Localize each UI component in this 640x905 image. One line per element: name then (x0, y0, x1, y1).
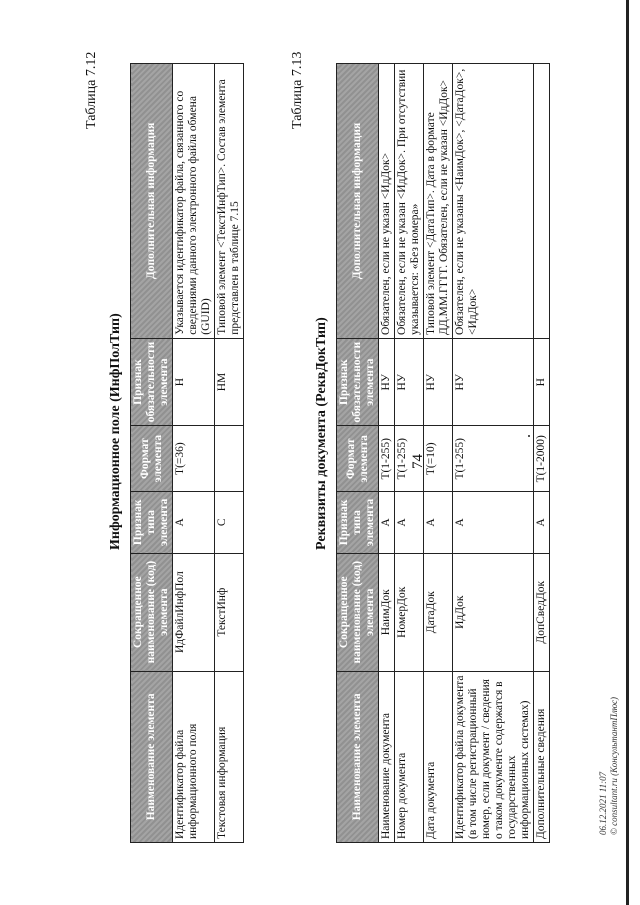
cell-info (534, 64, 550, 339)
page-edge-rule (626, 0, 629, 905)
cell-info: Обязателен, если не указаны <НаимДок>, <ДатаДок>, <ИдДок> (453, 64, 534, 339)
table2-header: Формат элемента (337, 426, 379, 492)
cell-type: С (215, 491, 244, 553)
cell-info: Обязателен, если не указан <ИдДок> (379, 64, 395, 339)
table-row (215, 64, 244, 843)
cell-code: ИдДок (453, 553, 534, 671)
table1-title: Информационное поле (ИнфПолТип) (108, 313, 123, 550)
cell-format (215, 426, 244, 492)
cell-format: T(1-255) (395, 426, 424, 492)
cell-required: НМ (215, 338, 244, 426)
side-note-line: © consultant.ru (КонсультантПлюс) (609, 697, 619, 835)
cell-name: Идентификатор файла документа (в том числе регистрационный номер, если документ / сведения о таком документе содержатся в государственных информационных системах) (453, 671, 534, 842)
cell-required: НУ (395, 338, 424, 426)
table-row (173, 64, 215, 843)
table1 (130, 63, 244, 843)
cell-format: T(=36) (173, 426, 215, 492)
cell-required: НУ (379, 338, 395, 426)
cell-code: ТекстИнф (215, 553, 244, 671)
cell-required: Н (534, 338, 550, 426)
cell-name: Дополнительные сведения (534, 671, 550, 842)
side-note-line: 06.12.2021 11:07 (598, 771, 608, 835)
cell-name: Идентификатор файла информационного поля (173, 671, 215, 842)
cell-info: Типовой элемент <ТекстИнфТип>. Состав элемента представлен в таблице 7.15 (215, 64, 244, 339)
table1-label: Таблица 7.12 (84, 51, 99, 129)
table-row (424, 64, 453, 843)
side-note (598, 697, 620, 835)
cell-name: Текстовая информация (215, 671, 244, 842)
table-row (395, 64, 424, 843)
cell-code: ДатаДок (424, 553, 453, 671)
table2-header: Сокращенное наименование (код) элемента (337, 553, 379, 671)
table1-header: Дополнительная информация (131, 64, 173, 339)
cell-name: Наименование документа (379, 671, 395, 842)
cell-type: А (379, 492, 395, 554)
cell-code: НомерДок (395, 553, 424, 671)
cell-type: А (395, 492, 424, 554)
cell-code: ДопСведДок (534, 553, 550, 671)
table2-header: Дополнительная информация (337, 64, 379, 339)
cell-required: Н (173, 338, 215, 426)
table2-title: Реквизиты документа (РеквДокТип) (314, 317, 329, 550)
cell-name: Номер документа (395, 671, 424, 842)
table-row (379, 64, 395, 843)
table1-header: Формат элемента (131, 426, 173, 492)
table1-header: Признак обязательности элемента (131, 338, 173, 426)
cell-name: Дата документа (424, 671, 453, 842)
cell-type: А (173, 491, 215, 553)
cell-required: НУ (424, 338, 453, 426)
table-row (453, 64, 534, 843)
table1-header: Сокращенное наименование (код) элемента (131, 553, 173, 671)
table1-header: Признак типа элемента (131, 491, 173, 553)
table-row (534, 64, 550, 843)
table2 (336, 63, 550, 843)
table2-label: Таблица 7.13 (290, 51, 305, 129)
cell-code: НаимДок (379, 553, 395, 671)
cell-type: А (424, 492, 453, 554)
cell-format: T(1-255) (379, 426, 395, 492)
table2-header: Признак типа элемента (337, 492, 379, 554)
cell-type: А (534, 492, 550, 554)
table2-header-row (337, 64, 379, 843)
table2-header: Признак обязательности элемента (337, 338, 379, 426)
cell-required: НУ (453, 338, 534, 426)
page-number: 74 (410, 454, 426, 469)
cell-info: Типовой элемент <ДатаТип>. Дата в формате ДД.ММ.ГГГГ. Обязателен, если не указан <ИдДок> (424, 64, 453, 339)
cell-format: T(=10) (424, 426, 453, 492)
cell-format: T(1-2000) (534, 426, 550, 492)
table1-header: Наименование элемента (131, 671, 173, 842)
table1-header-row (131, 64, 173, 843)
cell-code: ИдФайлИнфПол (173, 553, 215, 671)
scan-speck (528, 435, 530, 437)
cell-type: А (453, 492, 534, 554)
table2-header: Наименование элемента (337, 671, 379, 842)
cell-info: Указывается идентификатор файла, связанного со сведениями данного электронного файла обмена (GUID) (173, 64, 215, 339)
cell-format: T(1-255) (453, 426, 534, 492)
cell-info: Обязателен, если не указан <ИдДок>. При отсутствии указывается: «Без номера» (395, 64, 424, 339)
